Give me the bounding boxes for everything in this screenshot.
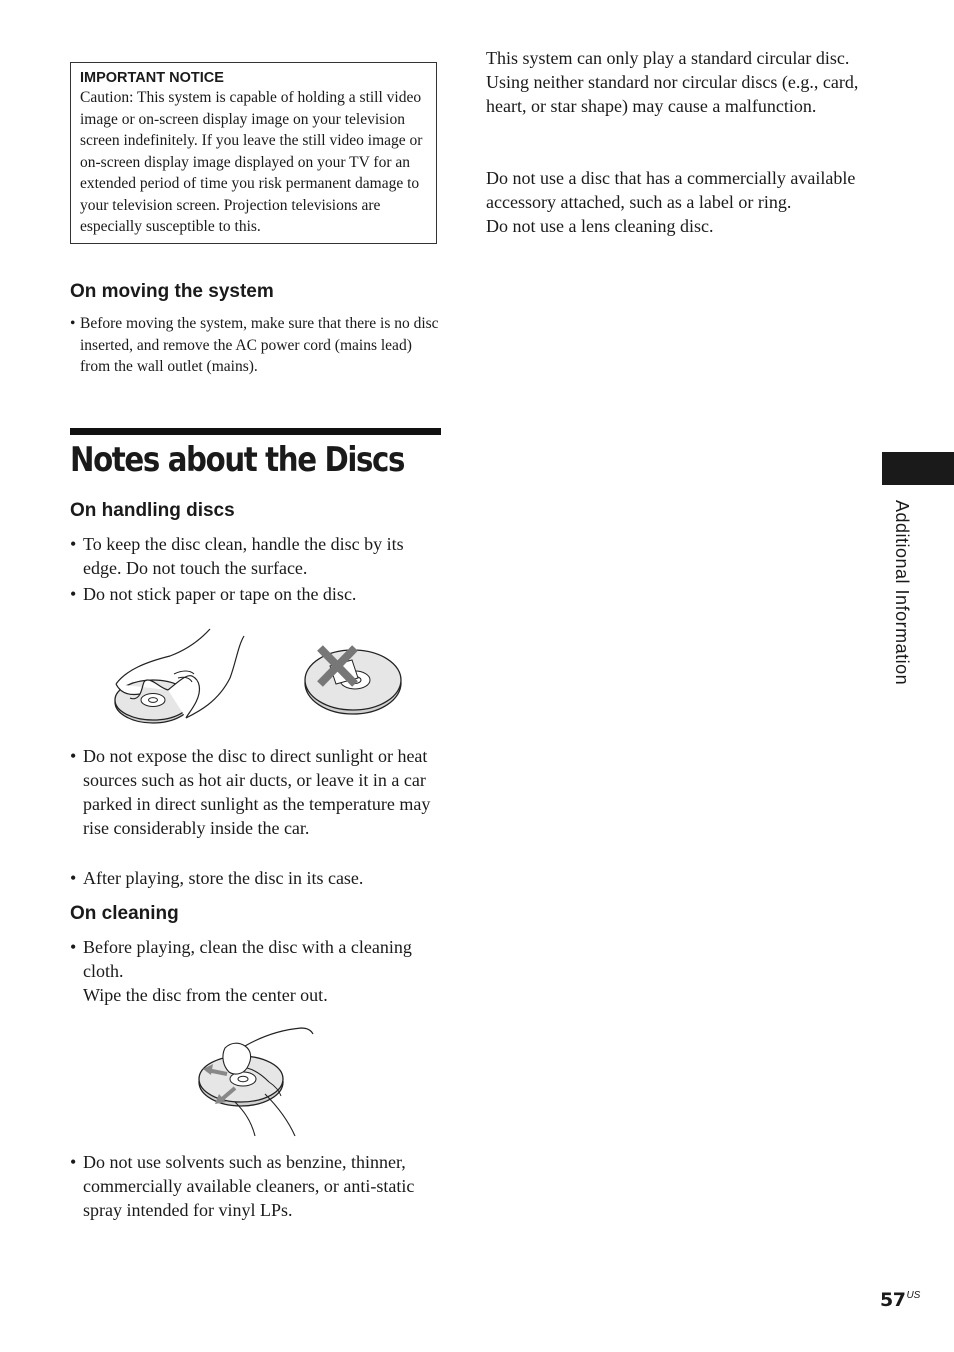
list-item-text: Do not expose the disc to direct sunlight or heat sources such as hot air ducts, or leave it in a car parked in direct sunlight as the temperature may rise considerably inside the car. (83, 746, 431, 838)
list-item: • Do not expose the disc to direct sunlight or heat sources such as hot air ducts, or leave it in a car parked in direct sunlight as the temperature may rise considerably inside the car. (70, 744, 442, 840)
section-rule (70, 428, 441, 435)
no-tape-on-disc-illustration (300, 640, 406, 720)
page-number-suffix: US (906, 1290, 921, 1301)
paragraph-accessory-warning (486, 166, 866, 238)
list-item-text: After playing, store the disc in its case. (83, 868, 364, 888)
list-item: • Do not use solvents such as benzine, thinner, commercially available cleaners, or anti-static spray intended for vinyl LPs. (70, 1150, 442, 1222)
list-item: • Do not stick paper or tape on the disc. (70, 582, 442, 606)
list-item-text: Before moving the system, make sure that there is no disc inserted, and remove the AC power cord (mains lead) from the wall outlet (mains). (80, 315, 439, 375)
side-tab-marker (882, 452, 954, 485)
heading-on-moving-the-system: On moving the system (70, 281, 274, 302)
list-item: • After playing, store the disc in its case. (70, 866, 442, 890)
wipe-disc-illustration (195, 1024, 320, 1140)
heading-on-handling-discs: On handling discs (70, 500, 235, 521)
notice-body: Caution: This system is capable of holding a still video image or on-screen display image on your television screen indefinitely. If you leave the still video image or on-screen display image displayed on your TV for an extended period of time you risk permanent damage to your television screen. Projection televisions are especially susceptible to this. (80, 89, 423, 235)
list-item-subtext: Wipe the disc from the center out. (83, 985, 328, 1005)
disc-held-by-edge-illustration (108, 626, 253, 730)
page-number (880, 1284, 920, 1312)
list-item-text: Do not stick paper or tape on the disc. (83, 584, 357, 604)
paragraph-line: Do not use a disc that has a commercially available accessory attached, such as a label or ring. (486, 168, 856, 212)
page-number-value: 57 (880, 1289, 906, 1311)
notice-title: IMPORTANT NOTICE (80, 70, 224, 86)
side-tab-label: Additional Information (892, 500, 912, 686)
list-item-text: Do not use solvents such as benzine, thinner, commercially available cleaners, or anti-static spray intended for vinyl LPs. (83, 1152, 415, 1220)
list-item-text: Before playing, clean the disc with a cleaning cloth. (83, 937, 412, 981)
paragraph-circular-disc: This system can only play a standard circular disc. Using neither standard nor circular discs (e.g., card, heart, or star shape) may cause a malfunction. (486, 48, 859, 116)
list-item: • To keep the disc clean, handle the disc by its edge. Do not touch the surface. (70, 532, 442, 580)
list-item: • Before playing, clean the disc with a cleaning cloth. Wipe the disc from the center out. (70, 935, 442, 1007)
paragraph-line: Do not use a lens cleaning disc. (486, 216, 714, 236)
list-item-text: To keep the disc clean, handle the disc by its edge. Do not touch the surface. (83, 534, 404, 578)
section-title: Notes about the Discs (70, 440, 405, 480)
heading-on-cleaning: On cleaning (70, 903, 179, 924)
important-notice-box (70, 62, 437, 244)
list-item: • Before moving the system, make sure that there is no disc inserted, and remove the AC power cord (mains lead) from the wall outlet (mains). (70, 313, 442, 378)
